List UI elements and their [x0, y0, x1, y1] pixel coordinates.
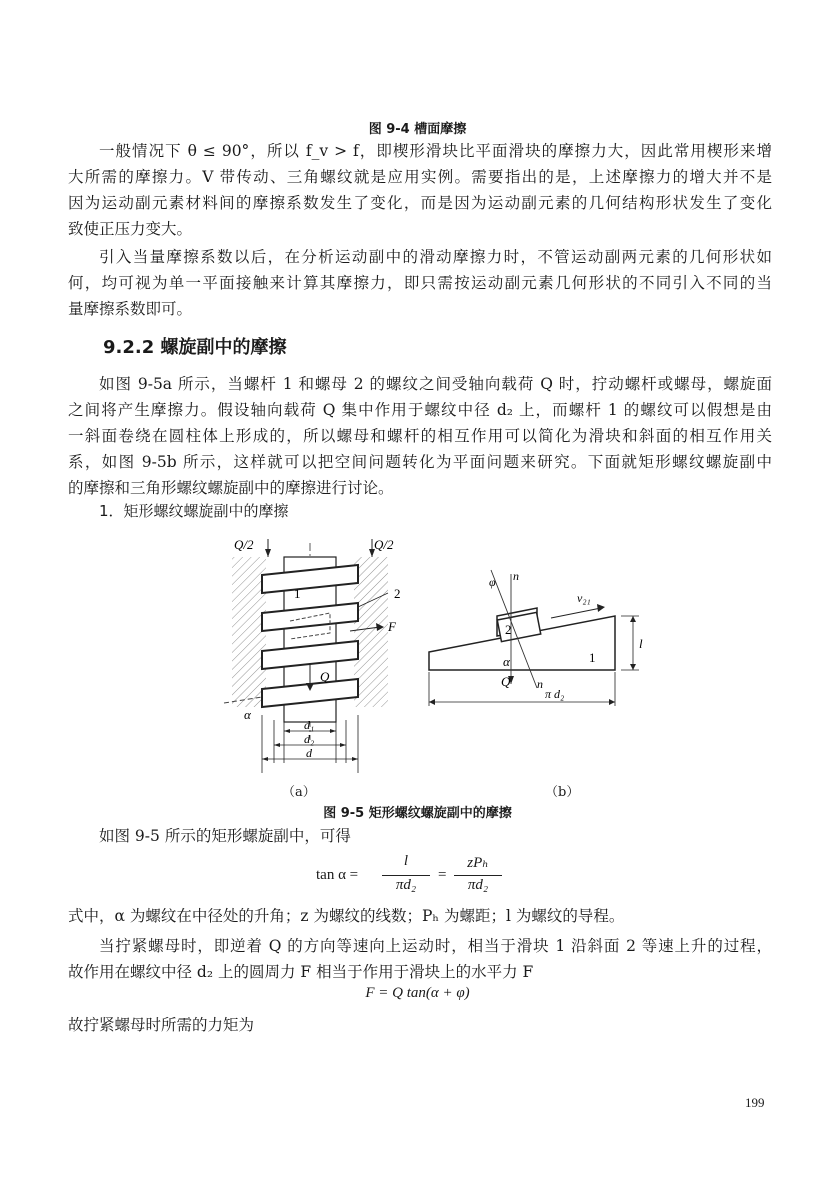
paragraph-line: 引入当量摩擦系数以后，在分析运动副中的滑动摩擦力时，不管运动副两元素的几何形状如: [99, 248, 772, 266]
dim-d-label: d: [306, 746, 312, 760]
page-number: 199: [745, 1095, 765, 1110]
paragraph-4: 如图 9-5 所示的矩形螺旋副中，可得: [99, 827, 351, 845]
subfigure-a-label: （a）: [282, 785, 316, 800]
paragraph-line: 当拧紧螺母时，即逆着 Q 的方向等速向上运动时，相当于滑块 1 沿斜面 2 等速上升的过程，: [99, 937, 772, 955]
fraction-1-numerator: l: [403, 853, 409, 869]
part-1-label: 1: [294, 586, 301, 601]
formula-tan-alpha: [316, 853, 556, 899]
normal-n-bottom-label: n: [537, 677, 543, 691]
dim-d2-label: d₂: [304, 732, 315, 746]
formula-force: F = Q tan(α + φ): [365, 985, 470, 1001]
paragraph-1: [68, 138, 772, 242]
section-heading: 9.2.2 螺旋副中的摩擦: [103, 337, 287, 358]
fraction-1-denominator: πd₂: [395, 877, 417, 893]
incline-1-label: 1: [589, 650, 596, 665]
load-q-label-b: Q: [501, 674, 511, 689]
figure-9-5b-incline-diagram: [425, 560, 655, 710]
block-2-label: 2: [505, 622, 512, 637]
load-q-label: Q: [320, 669, 330, 684]
alpha-label-a: α: [244, 707, 251, 722]
paragraph-line: 一斜面卷绕在圆柱体上形成的，所以螺母和螺杆的相互作用可以简化为滑块和斜面的相互作用关: [68, 427, 772, 445]
subsection-heading: 1．矩形螺纹螺旋副中的摩擦: [99, 502, 289, 520]
paragraph-2: [68, 244, 772, 322]
paragraph-line: 系，如图 9-5b 所示，这样就可以把空间问题转化为平面问题来研究。下面就矩形螺纹螺旋副中: [68, 453, 772, 471]
part-2-label: 2: [394, 586, 401, 601]
paragraph-line: 因为运动副元素材料间的摩擦系数发生了变化，而是因为运动副元素的几何结构形状发生了变化: [68, 194, 772, 212]
paragraph-line: 一般情况下 θ ≤ 90°，所以 f_v > f，即楔形滑块比平面滑块的摩擦力大，因此常用楔形来增: [99, 142, 772, 160]
subfigure-b-label: （b）: [545, 785, 580, 800]
force-f-label: F: [388, 619, 396, 634]
lead-l-label: l: [639, 636, 643, 651]
paragraph-line: 的摩擦和三角形螺纹螺旋副中的摩擦进行讨论。: [68, 479, 394, 497]
alpha-label-b: α: [503, 654, 510, 669]
paragraph-3: [68, 371, 772, 501]
phi-label: φ: [489, 575, 496, 589]
paragraph-line: 大所需的摩擦力。V 带传动、三角螺纹就是应用实例。需要指出的是，上述摩擦力的增大并不是: [68, 168, 772, 186]
paragraph-line: 之间将产生摩擦力。假设轴向载荷 Q 集中作用于螺纹中径 d₂ 上，而螺杆 1 的螺纹可以假想是由: [68, 401, 772, 419]
fraction-2-numerator: zPₕ: [467, 855, 489, 871]
velocity-v21-label: v₂₁: [577, 591, 591, 605]
base-pi-d2-label: π d₂: [545, 687, 565, 701]
q-half-right-label: Q/2: [374, 537, 394, 552]
paragraph-line: 如图 9-5a 所示，当螺杆 1 和螺母 2 的螺纹之间受轴向载荷 Q 时，拧动螺杆或螺母，螺旋面: [99, 375, 772, 393]
paragraph-5: 式中，α 为螺纹在中径处的升角；z 为螺纹的线数；Pₕ 为螺距；l 为螺纹的导程。: [68, 907, 625, 925]
normal-n-top-label: n: [513, 569, 519, 583]
figure-9-5a-screw-diagram: [222, 535, 432, 775]
paragraph-line: 何，均可视为单一平面接触来计算其摩擦力，即只需按运动副元素几何形状的不同引入不同的当: [68, 274, 772, 292]
paragraph-line: 致使正压力变大。: [68, 220, 193, 238]
paragraph-line: 故作用在螺纹中径 d₂ 上的圆周力 F 相当于作用于滑块上的水平力 F: [68, 963, 534, 981]
fraction-2-denominator: πd₂: [467, 877, 489, 893]
figure-9-4-caption: 图 9-4 槽面摩擦: [368, 122, 467, 137]
dim-d1-label: d₁: [304, 718, 315, 732]
paragraph-6: [68, 933, 772, 985]
figure-9-5-caption: 图 9-5 矩形螺纹螺旋副中的摩擦: [323, 806, 512, 821]
q-half-left-label: Q/2: [234, 537, 254, 552]
formula-equals: =: [438, 867, 447, 883]
paragraph-7: 故拧紧螺母时所需的力矩为: [68, 1016, 255, 1034]
paragraph-line: 量摩擦系数即可。: [68, 300, 193, 318]
formula-lhs: tan α =: [316, 867, 359, 883]
